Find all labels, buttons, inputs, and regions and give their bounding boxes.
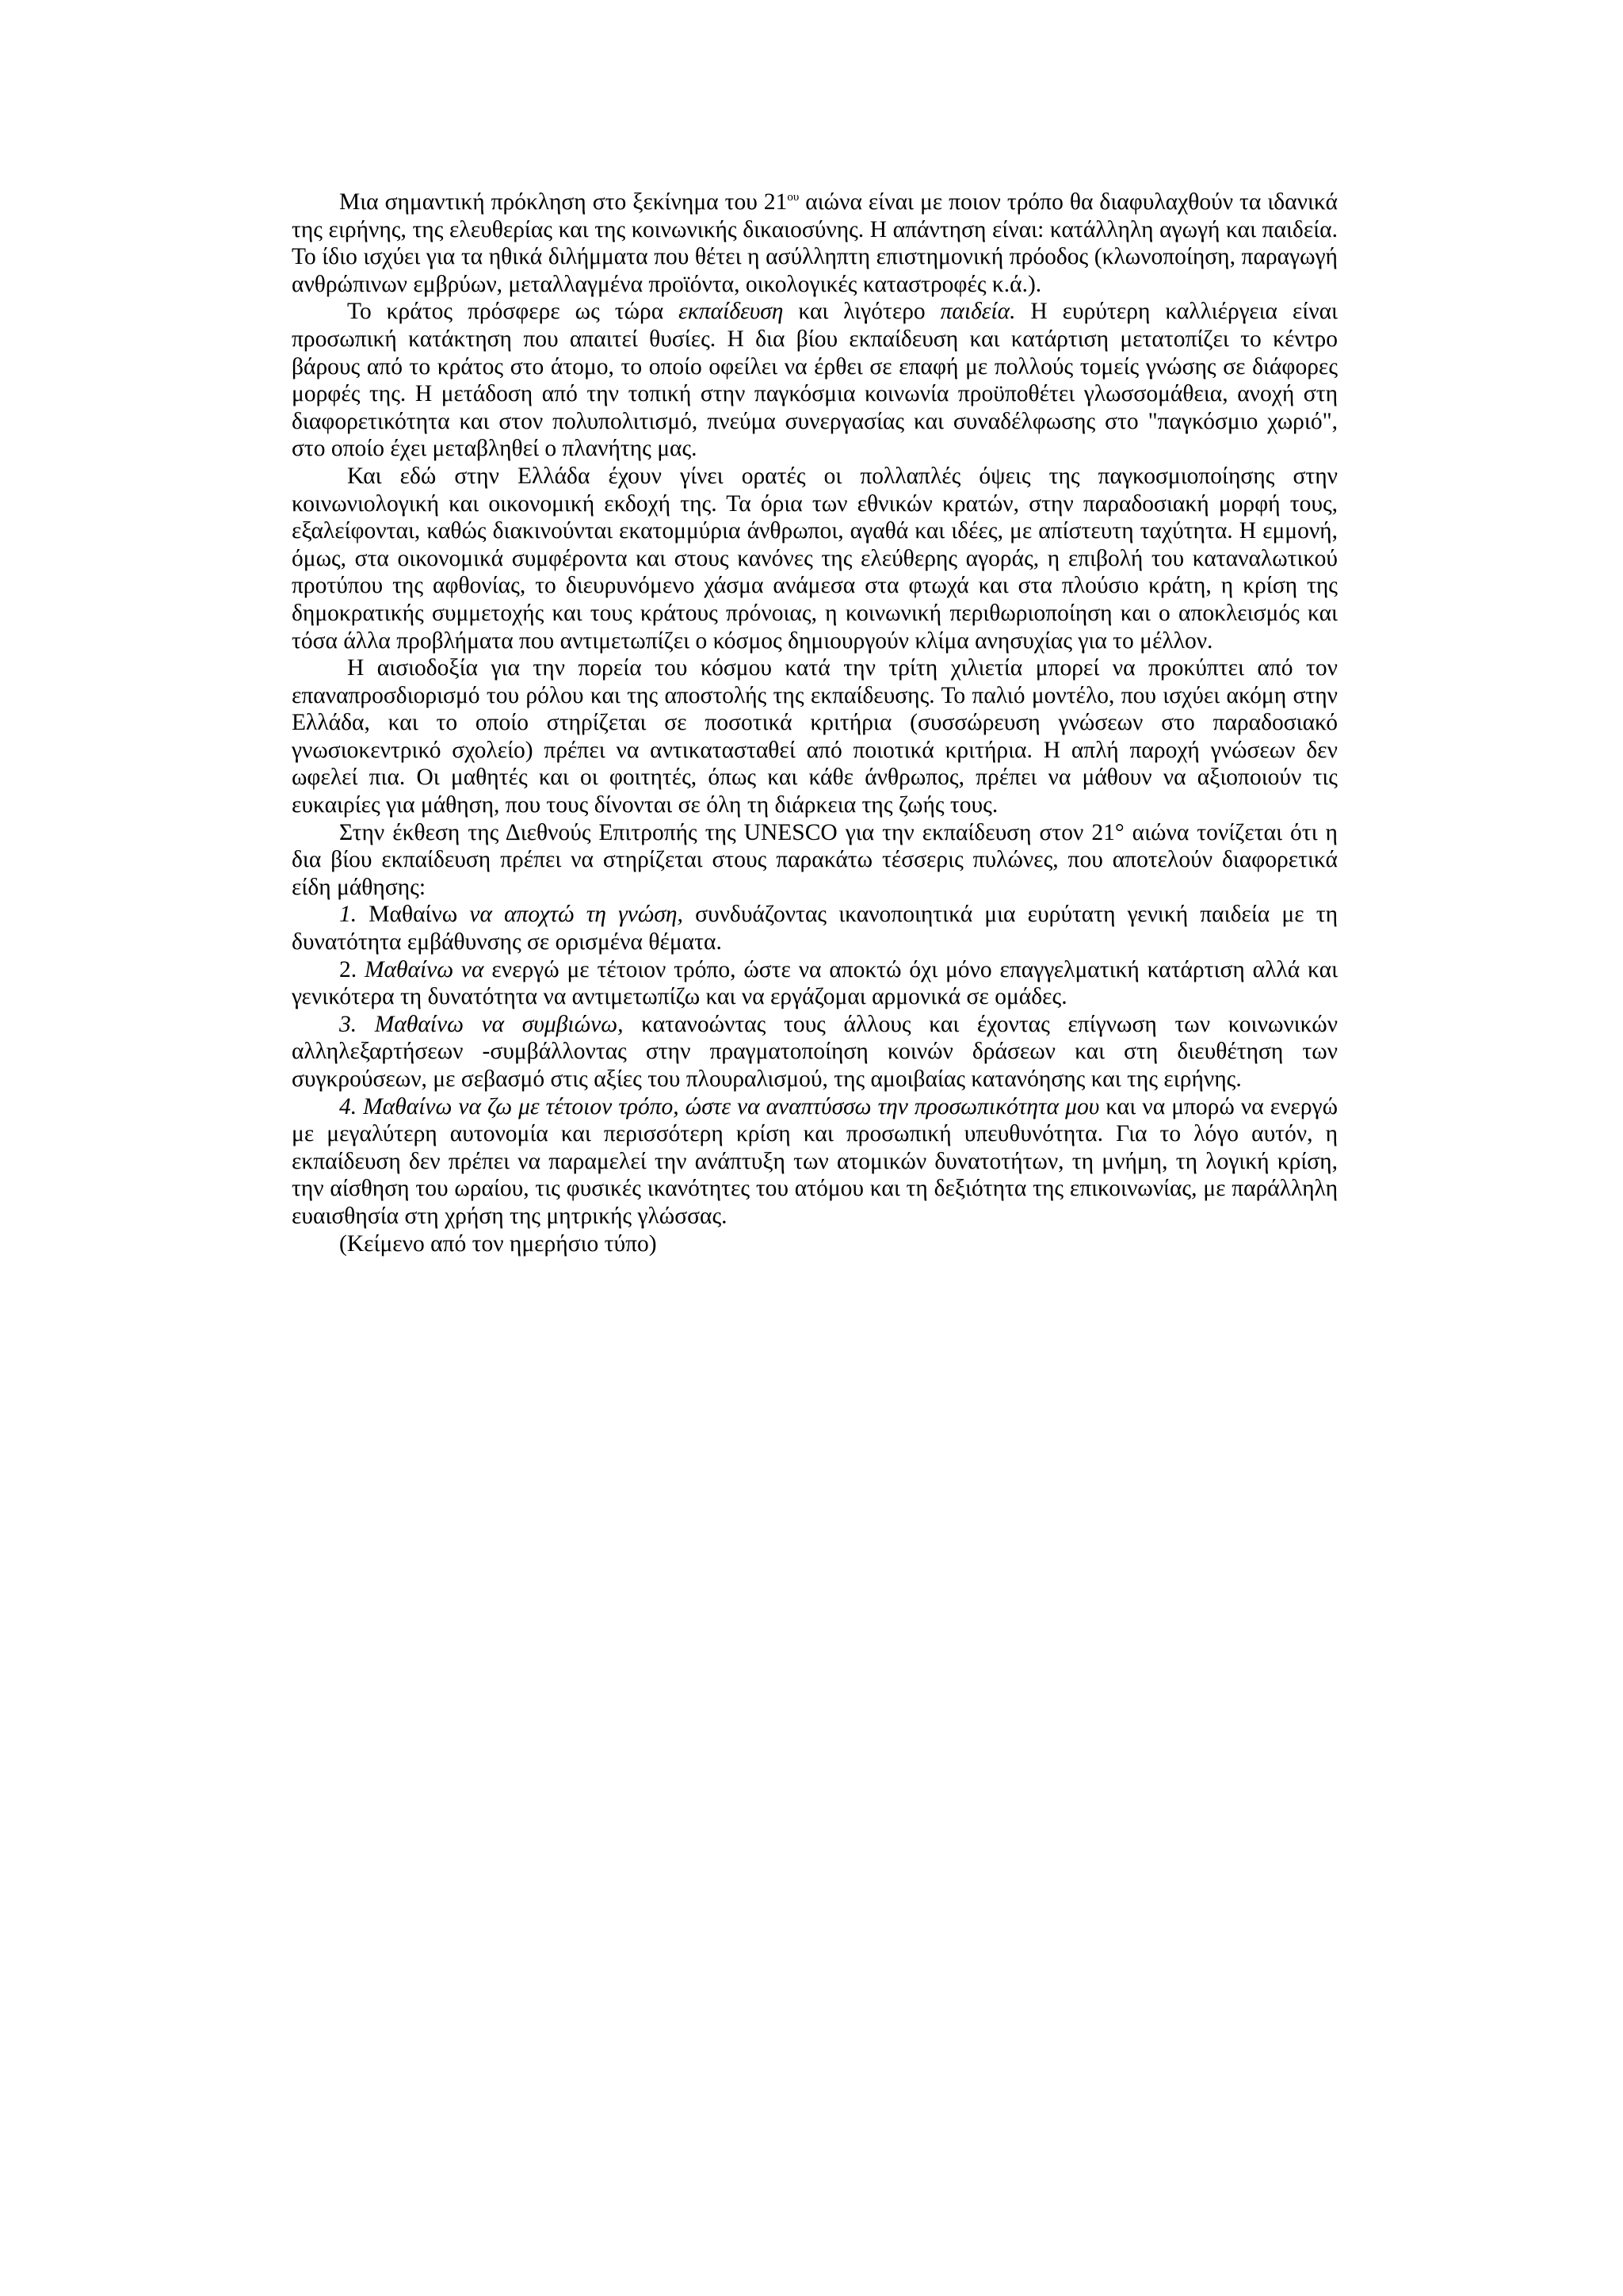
- list-item-4-emphasis: 4. Μαθαίνω να ζω με τέτοιον τρόπο, ώστε να αναπτύσσω την προσωπικότητα μου: [339, 1093, 1100, 1119]
- list-item-2: [292, 956, 1338, 1011]
- list-item-2-emphasis: Μαθαίνω να: [364, 956, 484, 982]
- paragraph-2-text-end: Η ευρύτερη καλλιέργεια είναι προσωπική κατάκτηση που απαιτεί θυσίες. Η δια βίου εκπαίδευση και κατάρτιση μετατοπίζει το κέντρο βάρους από το κράτος στο άτομο, το οποίο οφείλει να έρθει σε επαφή με πολλούς τομείς γνώσης σε διάφορες μορφές της. Η μετάδοση από την τοπική στην παγκόσμια κοινωνία προϋποθέτει γλωσσομάθεια, ανοχή στη διαφορετικότητα και στον πολυπολιτισμό, πνεύμα συνεργασίας και συναδέλφωσης στο "παγκόσμιο χωριό", στο οποίο έχει μεταβληθεί ο πλανήτης μας.: [292, 299, 1338, 462]
- paragraph-4: Η αισιοδοξία για την πορεία του κόσμου κατά την τρίτη χιλιετία μπορεί να προκύπτει από τον επαναπροσδιορισμό του ρόλου και της αποστολής της εκπαίδευσης. Το παλιό μοντέλο, που ισχύει ακόμη στην Ελλάδα, και το οποίο στηρίζεται σε ποσοτικά κριτήρια (συσσώρευση γνώσεων στο παραδοσιακό γνωσιοκεντρικό σχολείο) πρέπει να αντικατασταθεί από ποιοτικά κριτήρια. Η απλή παροχή γνώσεων δεν ωφελεί πια. Οι μαθητές και οι φοιτητές, όπως και κάθε άνθρωπος, πρέπει να μάθουν να αξιοποιούν τις ευκαιρίες για μάθηση, που τους δίνονται σε όλη τη διάρκεια της ζωής τους.: [292, 655, 1338, 818]
- list-item-1: [292, 901, 1338, 955]
- list-item-1-text: συνδυάζοντας ικανοποιητικά μια ευρύτατη γενική παιδεία με τη δυνατότητα εμβάθυνσης σε ορισμένα θέματα.: [292, 902, 1338, 955]
- paragraph-1-text-end: αιώνα είναι με ποιον τρόπο θα διαφυλαχθούν τα ιδανικά της ειρήνης, της ελευθερίας και της κοινωνικής δικαιοσύνης. Η απάντηση είναι: κατάλληλη αγωγή και παιδεία. Το ίδιο ισχύει για τα ηθικά διλήμματα που θέτει η ασύλληπτη επιστημονική πρόοδος (κλωνοποίηση, παραγωγή ανθρώπινων εμβρύων, μεταλλαγμένα προϊόντα, οικολογικές καταστροφές κ.ά.).: [292, 189, 1338, 297]
- list-item-1-emphasis: να αποχτώ τη γνώση,: [469, 902, 683, 928]
- article-text: [292, 189, 1338, 1257]
- paragraph-3: Και εδώ στην Ελλάδα έχουν γίνει ορατές οι πολλαπλές όψεις της παγκοσμιοποίησης στην κοινωνιολογική και οικονομική εκδοχή της. Τα όρια των εθνικών κρατών, στην παραδοσιακή μορφή τους, εξαλείφονται, καθώς διακινούνται εκατομμύρια άνθρωποι, αγαθά και ιδέες, με απίστευτη ταχύτητα. Η εμμονή, όμως, στα οικονομικά συμφέροντα και στους κανόνες της ελεύθερης αγοράς, η επιβολή του καταναλωτικού προτύπου της αφθονίας, το διευρυνόμενο χάσμα ανάμεσα στα φτωχά και στα πλούσιο κράτη, η κρίση της δημοκρατικής συμμετοχής και τους κράτους πρόνοιας, η κοινωνική περιθωριοποίηση και ο αποκλεισμός και τόσα άλλα προβλήματα που αντιμετωπίζει ο κόσμος δημιουργούν κλίμα ανησυχίας για το μέλλον.: [292, 463, 1338, 654]
- paragraph-5: Στην έκθεση της Διεθνούς Επιτροπής της UNESCO για την εκπαίδευση στον 21° αιώνα τονίζεται ότι η δια βίου εκπαίδευση πρέπει να στηρίζεται στους παρακάτω τέσσερις πυλώνες, που αποτελούν διαφορετικά είδη μάθησης:: [292, 819, 1338, 900]
- list-item-3-text: κατανοώντας τους άλλους και έχοντας επίγνωση των κοινωνικών αλληλεξαρτήσεων -συμβάλλοντας στην πραγματοποίηση κοινών δράσεων και στη διευθέτηση των συγκρούσεων, με σεβασμό στις αξίες του πλουραλισμού, της αμοιβαίας κατανόησης και της ειρήνης.: [292, 1011, 1338, 1092]
- paragraph-2-text-start: Το κράτος πρόσφερε ως τώρα: [347, 299, 679, 325]
- list-item-4-text: και να μπορώ να ενεργώ με μεγαλύτερη αυτονομία και περισσότερη κρίση και προσωπική υπευθυνότητα. Για το λόγο αυτόν, η εκπαίδευση δεν πρέπει να παραμελεί την ανάπτυξη των ατομικών δυνατοτήτων, τη μνήμη, τη λογική κρίση, την αίσθηση του ωραίου, τις φυσικές ικανότητες του ατόμου και τη δεξιότητα της επικοινωνίας, με παράλληλη ευαισθησία στη χρήση της μητρικής γλώσσας.: [292, 1093, 1338, 1229]
- source-note: (Κείμενο από τον ημερήσιο τύπο): [339, 1230, 657, 1257]
- emphasis-ekpaideusi: εκπαίδευση: [678, 299, 784, 325]
- list-item-2-text: ενεργώ με τέτοιον τρόπο, ώστε να αποκτώ όχι μόνο επαγγελματική κατάρτιση αλλά και γενικότερα τη δυνατότητα να αντιμετωπίζω και να εργάζομαι αρμονικά σε ομάδες.: [292, 956, 1338, 1010]
- paragraph-1-text-start: Μια σημαντική πρόκληση στο ξεκίνημα του 21: [339, 189, 788, 215]
- paragraph-2: [292, 298, 1338, 463]
- list-item-2-number: 2.: [339, 956, 365, 982]
- list-item-1-number: 1.: [339, 902, 357, 928]
- paragraph-1: [292, 189, 1338, 298]
- list-item-1-lead: Μαθαίνω: [357, 902, 470, 928]
- list-item-3: [292, 1011, 1338, 1093]
- ordinal-superscript: ου: [787, 191, 800, 204]
- paragraph-2-text-mid: και λιγότερο: [783, 299, 941, 325]
- list-item-3-emphasis: 3. Μαθαίνω να συμβιώνω,: [339, 1011, 624, 1037]
- emphasis-paideia: παιδεία.: [940, 299, 1016, 325]
- list-item-4: [292, 1093, 1338, 1230]
